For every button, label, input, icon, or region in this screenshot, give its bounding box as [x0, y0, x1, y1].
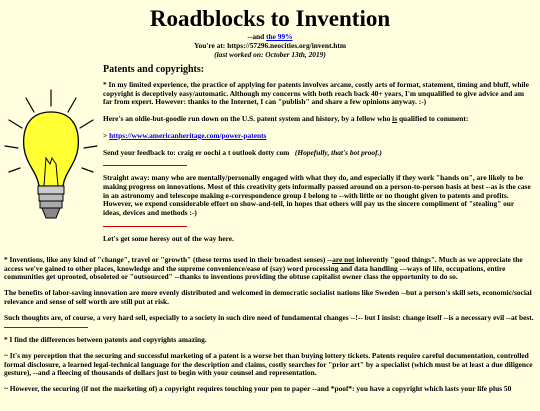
american-heritage-link[interactable]: https://www.americanheritage.com/power-patents [109, 130, 267, 140]
location-line: You're at: https://57296.neocities.org/invent.htm [194, 41, 346, 50]
hard-sell-paragraph: Such thoughts are, of course, a very hard sell, especially to a society in such dire need of fundamental changes --!-- but I insist: change itself --is a necessary evil --at best. [4, 312, 534, 322]
feedback-text: Send your feedback to: craig er oochi a t outlook dotty com [103, 147, 290, 157]
divider-rule [103, 165, 187, 166]
section-heading: Patents and copyrights: [103, 64, 205, 75]
heresy-paragraph: Let's get some heresy out of the way here. [103, 233, 234, 243]
feedback-paragraph [103, 149, 533, 158]
feedback-note: (Hopefully, that's bot proof.) [294, 147, 382, 157]
benefits-paragraph: The benefits of labor-saving innovation are more evenly distributed and welcomed in democratic socialist nations like Sweden --but a person's skill sets, economic/social relevance and sense of self worth are still put at risk. [4, 288, 532, 306]
straight-away-paragraph: Straight away: many who are mentally/personally engaged with what they do, and especially if they work "hands on", are likely to be making progress on innovations. Most of this creativity gets informally passed around on a person-to-person basis at best --as is the case in an astronomy and telescope making e-correspondence group I belong to --with little or no thought given to patents and profits. However, we expend considerable effort on show-and-tell, in hopes that others will pay us the sincere compliment of "stealing" our ideas, devices and methods :-) [103, 173, 531, 218]
oldie-text: Here's an oldie-but-goodie run down on the U.S. patent system and history, by a fellow who [103, 114, 393, 124]
intro-paragraph: * In my limited experience, the practice of applying for patents involves arcane, costly arts of format, statement, timing and bluff, while copyright is deceptively easy/automatic. Although my concerns with both reach back 40+ years, I'm unqualified to give advice and am far from expert. However: thanks to the Internet, I can "publish" and share a few opinions anyway. :-) [103, 80, 529, 107]
inventions-are-not: are not [332, 255, 355, 264]
related-line [0, 32, 540, 41]
inventions-text: * Inventions, like any kind of "change", travel or "growth" (these terms used in their broadest senses) -- [4, 255, 333, 264]
differences-paragraph: * I find the differences between patents and copyrights amazing. [4, 335, 207, 345]
divider-rule [103, 226, 187, 227]
link-paragraph [103, 132, 533, 141]
inventions-paragraph [4, 256, 535, 282]
divider-rule [4, 327, 88, 328]
main-text [4, 256, 535, 401]
oldie-paragraph [103, 115, 533, 124]
light-bulb-icon [4, 88, 98, 238]
link-prefix: > [103, 130, 110, 140]
page-header [0, 6, 540, 59]
intro-column [103, 64, 533, 251]
the-99-link[interactable]: the 99% [266, 32, 293, 41]
copyright-paragraph: ~ However, the securing (if not the marketing of) a copyright requires touching your pen to paper --and *poof*: you have a copyright which lasts your life plus 50 [4, 384, 512, 394]
oldie-is: is [392, 114, 398, 124]
and-prefix: --and [247, 32, 267, 41]
oldie-tail: qualified to comment: [397, 114, 469, 124]
page-title: Roadblocks to Invention [149, 6, 391, 31]
last-worked-line: (last worked on: October 13th, 2019) [214, 50, 326, 59]
patent-perception-paragraph: ~ It's my perception that the securing and successful marketing of a patent is a worse bet than buying lottery tickets. Patents require careful documentation, controlled formal disclosure, a learned legal-technical language for the description and claims, costly searches for "prior art" by a specialist (which must be at least a due diligence gesture), --and a fleecing of thousands of dollars just to begin with your counsel and representation. [4, 350, 533, 378]
inventions-tail: inherently "good things". Much as we appreciate the access we've gained to other places, knowledge and the supreme convenience/ease of (say) word processing and data handling ---ways of life, occupations, entire communities get uprooted, obsoleted or "outsourced" --thanks to inventions providing the obtuse capitalist owner class the opportunity to do so. [4, 255, 523, 282]
